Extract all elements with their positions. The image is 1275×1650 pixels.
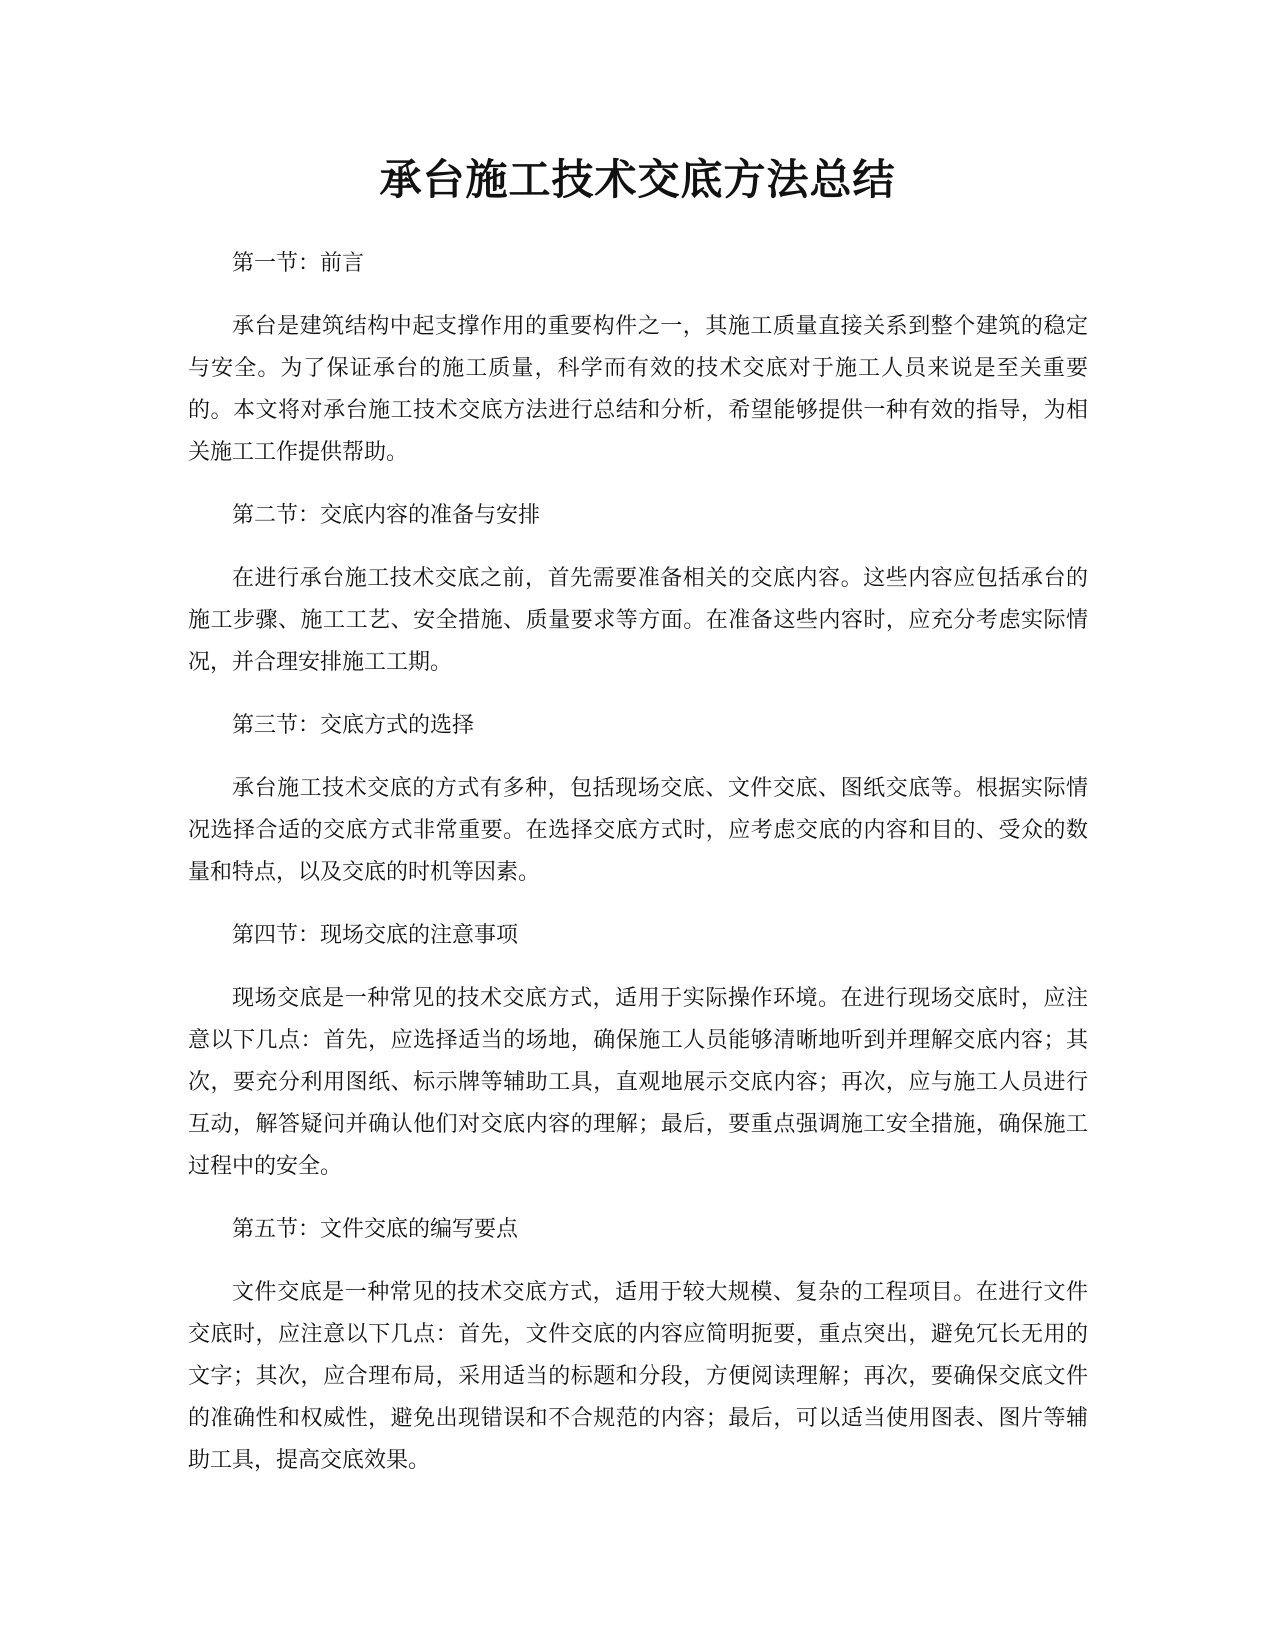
section-paragraph: 承台是建筑结构中起支撑作用的重要构件之一，其施工质量直接关系到整个建筑的稳定与安全。为了保证承台的施工质量，科学而有效的技术交底对于施工人员来说是至关重要的。本文将对承台施工技术交底方法进行总结和分析，希望能够提供一种有效的指导，为相关施工工作提供帮助。 — [188, 314, 1088, 465]
section-heading: 第一节：前言 — [232, 251, 365, 276]
section-2 — [188, 495, 1088, 684]
section-heading: 第二节：交底内容的准备与安排 — [232, 503, 541, 528]
section-4 — [188, 915, 1088, 1188]
section-paragraph: 在进行承台施工技术交底之前，首先需要准备相关的交底内容。这些内容应包括承台的施工步骤、施工工艺、安全措施、质量要求等方面。在准备这些内容时，应充分考虑实际情况，并合理安排施工工期。 — [188, 566, 1088, 675]
document-body — [188, 243, 1088, 1503]
section-paragraph: 文件交底是一种常见的技术交底方式，适用于较大规模、复杂的工程项目。在进行文件交底时，应注意以下几点：首先，文件交底的内容应简明扼要，重点突出，避免冗长无用的文字；其次，应合理布局，采用适当的标题和分段，方便阅读理解；再次，要确保交底文件的准确性和权威性，避免出现错误和不合规范的内容；最后，可以适当使用图表、图片等辅助工具，提高交底效果。 — [188, 1280, 1088, 1473]
section-heading: 第四节：现场交底的注意事项 — [232, 923, 519, 948]
section-heading: 第五节：文件交底的编写要点 — [232, 1217, 519, 1242]
section-heading: 第三节：交底方式的选择 — [232, 713, 475, 738]
section-1 — [188, 243, 1088, 474]
document-title: 承台施工技术交底方法总结 — [379, 155, 896, 204]
section-paragraph: 承台施工技术交底的方式有多种，包括现场交底、文件交底、图纸交底等。根据实际情况选择合适的交底方式非常重要。在选择交底方式时，应考虑交底的内容和目的、受众的数量和特点，以及交底的时机等因素。 — [188, 776, 1088, 885]
section-3 — [188, 705, 1088, 894]
section-paragraph: 现场交底是一种常见的技术交底方式，适用于实际操作环境。在进行现场交底时，应注意以下几点：首先，应选择适当的场地，确保施工人员能够清晰地听到并理解交底内容；其次，要充分利用图纸、标示牌等辅助工具，直观地展示交底内容；再次，应与施工人员进行互动，解答疑问并确认他们对交底内容的理解；最后，要重点强调施工安全措施，确保施工过程中的安全。 — [188, 986, 1088, 1179]
section-5 — [188, 1209, 1088, 1482]
